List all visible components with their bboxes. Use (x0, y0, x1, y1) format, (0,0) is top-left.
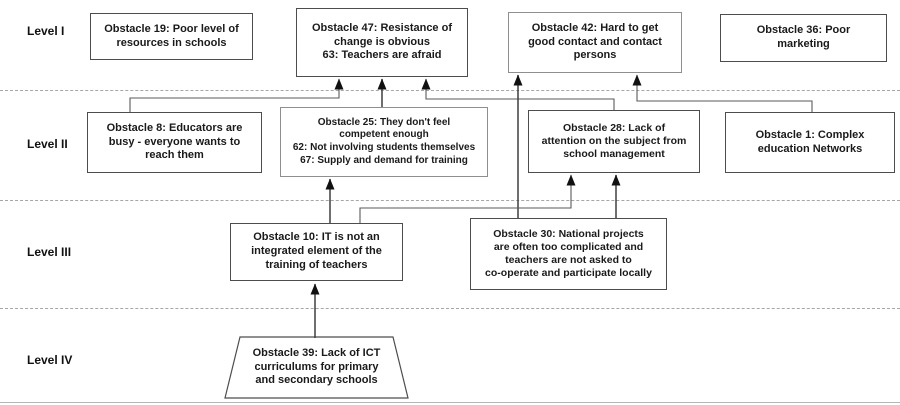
obstacle-30-text-line: teachers are not asked to (505, 254, 632, 266)
obstacle-25-text-line: 62: Not involving students themselves (292, 142, 476, 153)
level-iii-label: Level III (27, 245, 72, 259)
obstacle-39-box (225, 337, 408, 398)
obstacle-25-text-line: competent enough (339, 129, 429, 141)
obstacle-36-text-line: marketing (777, 38, 830, 50)
obstacle-10-text-line: training of teachers (265, 258, 368, 271)
obstacle-28-text-line: attention on the subject from (541, 134, 687, 147)
obstacle-1-box (725, 112, 895, 173)
connector-b1-to-b42 (637, 75, 812, 113)
obstacle-28-box (528, 110, 700, 173)
obstacle-47-box (296, 8, 468, 77)
obstacle-30-text-line: are often too complicated and (493, 240, 644, 253)
obstacle-30-text-line: Obstacle 30: National projects (493, 227, 644, 240)
obstacle-42-text-line: good contact and contact (528, 35, 662, 48)
obstacle-19-text-line: resources in schools (116, 36, 227, 49)
obstacle-10-text-line: integrated element of the (251, 245, 382, 258)
obstacle-1-text-line: Obstacle 1: Complex (755, 128, 865, 141)
obstacle-10-text-line: Obstacle 10: IT is not an (253, 231, 380, 244)
obstacle-39-text-line: and secondary schools (255, 374, 378, 387)
obstacle-8-text-line: busy - everyone wants to (108, 135, 241, 148)
obstacle-42-text-line: persons (573, 49, 617, 62)
obstacle-36-text-line: Obstacle 36: Poor (756, 24, 851, 37)
obstacle-28-text-line: school management (563, 148, 665, 161)
obstacle-19-box (90, 13, 253, 60)
obstacle-25-text-line: 67: Supply and demand for training (300, 154, 468, 166)
obstacle-39-text-line: curriculums for primary (254, 360, 379, 373)
obstacle-47-text-line: change is obvious (334, 35, 430, 48)
obstacle-8-text-line: Obstacle 8: Educators are (106, 121, 243, 134)
obstacle-10-box (230, 223, 403, 281)
obstacle-25-box (280, 107, 488, 177)
obstacle-1-text-line: education Networks (757, 142, 863, 155)
obstacle-30-text-line: co-operate and participate locally (485, 267, 652, 280)
obstacle-42-text-line: Obstacle 42: Hard to get (531, 21, 659, 34)
obstacle-42-box (508, 12, 682, 73)
obstacle-36-box (720, 14, 887, 62)
obstacle-8-text-line: reach them (145, 149, 204, 162)
level-ii-label: Level II (27, 137, 68, 151)
obstacle-28-text-line: Obstacle 28: Lack of (562, 121, 666, 134)
obstacle-19-text-line: Obstacle 19: Poor level of (104, 22, 239, 35)
obstacle-47-text-line: 63: Teachers are afraid (322, 49, 442, 62)
obstacle-39-text-line: Obstacle 39: Lack of ICT (252, 346, 381, 359)
level-iv-label: Level IV (27, 353, 73, 367)
obstacle-30-box (470, 218, 667, 290)
obstacle-47-text-line: Obstacle 47: Resistance of (311, 21, 452, 34)
obstacle-8-box (87, 112, 262, 173)
connector-b10-to-b28 (360, 175, 571, 224)
level-i-label: Level I (27, 24, 65, 38)
obstacle-25-text-line: Obstacle 25: They don't feel (317, 116, 451, 128)
